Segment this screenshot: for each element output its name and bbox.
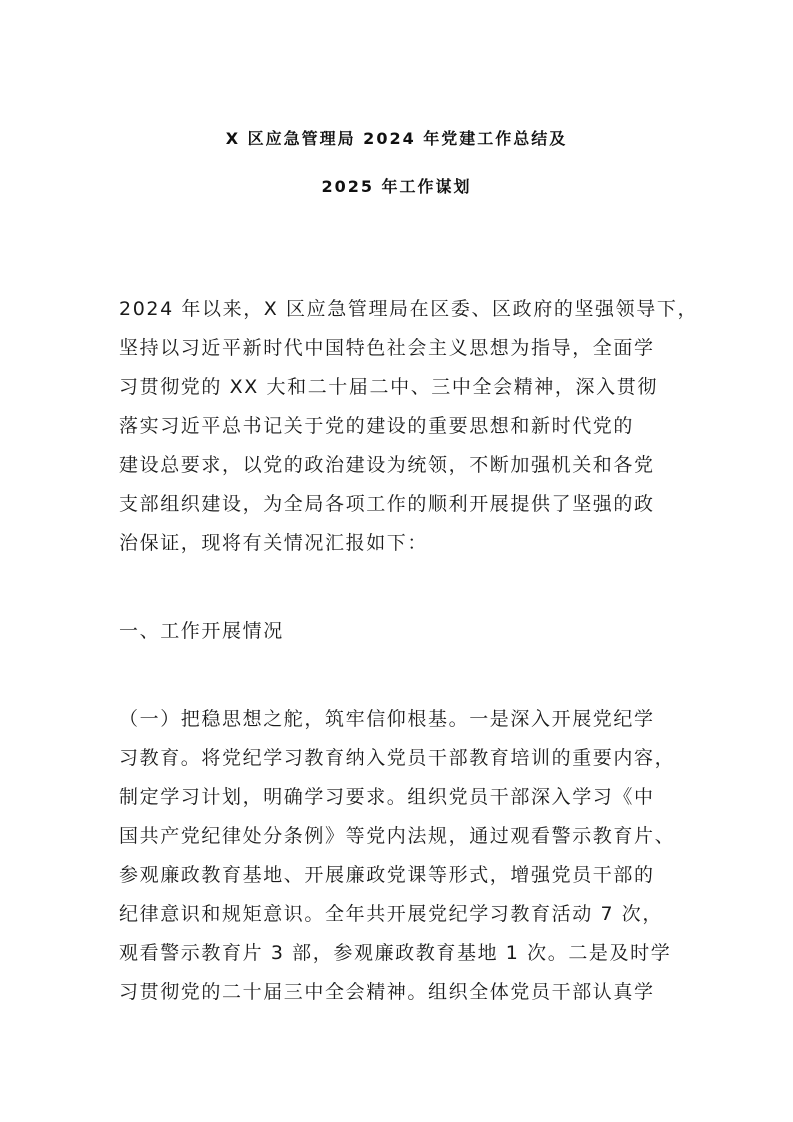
section1-line-8: 习贯彻党的二十届三中全会精神。组织全体党员干部认真学: [119, 981, 655, 1003]
document-title-line-1: X 区应急管理局 2024 年党建工作总结及: [225, 129, 568, 148]
intro-line-6: 支部组织建设，为全局各项工作的顺利开展提供了坚强的政: [119, 493, 655, 515]
intro-line-3: 习贯彻党的 XX 大和二十届二中、三中全会精神，深入贯彻: [119, 376, 658, 398]
section-heading: 一、工作开展情况: [119, 620, 284, 642]
section1-line-5: 参观廉政教育基地、开展廉政党课等形式，增强党员干部的: [119, 864, 655, 886]
section1-line-2: 习教育。将党纪学习教育纳入党员干部教育培训的重要内容，: [119, 747, 676, 769]
section1-line-1: （一）把稳思想之舵，筑牢信仰根基。一是深入开展党纪学: [119, 708, 655, 730]
intro-line-1: 2024 年以来，X 区应急管理局在区委、区政府的坚强领导下，: [119, 298, 699, 320]
section1-line-7: 观看警示教育片 3 部，参观廉政教育基地 1 次。二是及时学: [119, 942, 672, 964]
intro-line-2: 坚持以习近平新时代中国特色社会主义思想为指导，全面学: [119, 337, 655, 359]
intro-line-7: 治保证，现将有关情况汇报如下：: [119, 532, 429, 554]
section1-line-3: 制定学习计划，明确学习要求。组织党员干部深入学习《中: [119, 786, 655, 808]
document-title-line-2: 2025 年工作谋划: [321, 177, 472, 196]
section1-line-4: 国共产党纪律处分条例》等党内法规，通过观看警示教育片、: [119, 825, 676, 847]
intro-line-5: 建设总要求，以党的政治建设为统领，不断加强机关和各党: [119, 454, 655, 476]
intro-line-4: 落实习近平总书记关于党的建设的重要思想和新时代党的: [119, 415, 635, 437]
section1-line-6: 纪律意识和规矩意识。全年共开展党纪学习教育活动 7 次，: [119, 903, 663, 925]
